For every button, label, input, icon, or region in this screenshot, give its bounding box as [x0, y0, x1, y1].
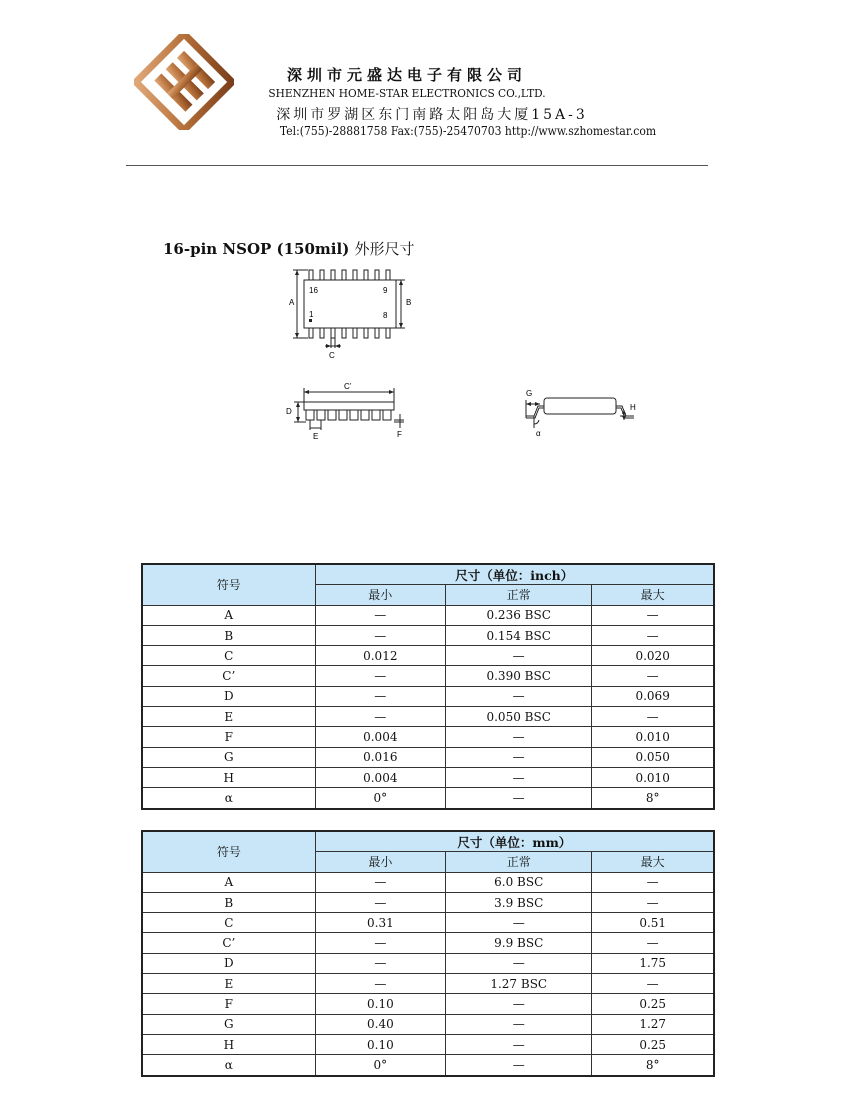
header-divider [126, 165, 708, 166]
min-cell: — [315, 933, 445, 953]
company-address: 深圳市罗湖区东门南路太阳岛大厦15A-3 [276, 107, 588, 123]
nom-cell: 1.27 BSC [446, 974, 592, 994]
symbol-cell: F [142, 727, 315, 747]
side-view-diagram [282, 380, 412, 442]
label-F: F [397, 430, 402, 439]
table-row [142, 1055, 714, 1076]
max-cell: 0.020 [592, 646, 714, 666]
min-cell: — [315, 605, 446, 625]
label-C-prime: C’ [344, 382, 352, 391]
nom-cell: 0.236 BSC [446, 605, 592, 625]
min-cell: — [315, 707, 446, 727]
nom-cell: — [446, 727, 592, 747]
table-row [142, 666, 714, 686]
min-cell: 0.012 [315, 646, 446, 666]
max-cell: — [592, 666, 714, 686]
symbol-cell: D [142, 686, 315, 706]
end-view-diagram [520, 386, 642, 440]
company-logo [134, 34, 234, 130]
label-E: E [313, 432, 319, 441]
nom-cell: — [446, 913, 592, 933]
max-cell: 0.25 [592, 994, 714, 1014]
max-cell: 1.27 [592, 1014, 714, 1034]
title-part: 16-pin NSOP (150mil) [163, 240, 355, 258]
table-row [142, 953, 714, 973]
col-min: 最小 [315, 852, 445, 872]
table-row [142, 605, 714, 625]
label-A: A [289, 298, 295, 307]
table-row [142, 913, 714, 933]
label-pin16: 16 [309, 286, 318, 295]
symbol-cell: α [142, 788, 315, 809]
symbol-cell: A [142, 872, 315, 892]
nom-cell: 0.050 BSC [446, 707, 592, 727]
max-cell: 0.25 [592, 1034, 714, 1054]
table-row [142, 1014, 714, 1034]
table-row [142, 747, 714, 767]
table-body [142, 872, 714, 1075]
table-row [142, 727, 714, 747]
company-name-en: SHENZHEN HOME-STAR ELECTRONICS CO.,LTD. [268, 86, 546, 100]
table-row [142, 1034, 714, 1054]
nom-cell: — [446, 1034, 592, 1054]
label-H: H [630, 403, 636, 412]
nom-cell: — [446, 747, 592, 767]
top-view-diagram [284, 266, 414, 360]
table-row [142, 767, 714, 787]
max-cell: 1.75 [592, 953, 714, 973]
min-cell: — [315, 892, 445, 912]
dimension-header: 尺寸（单位：mm） [315, 831, 714, 852]
symbol-cell: E [142, 974, 315, 994]
symbol-cell: C’ [142, 666, 315, 686]
symbol-cell: G [142, 1014, 315, 1034]
symbol-cell: C [142, 646, 315, 666]
dimension-table-inch [141, 563, 715, 810]
nom-cell: — [446, 767, 592, 787]
table-row [142, 646, 714, 666]
min-cell: — [315, 686, 446, 706]
max-cell: — [592, 933, 714, 953]
label-D: D [286, 407, 292, 416]
max-cell: — [592, 892, 714, 912]
nom-cell: 0.154 BSC [446, 625, 592, 645]
symbol-cell: α [142, 1055, 315, 1076]
max-cell: 0.050 [592, 747, 714, 767]
label-G: G [526, 389, 533, 398]
nom-cell: — [446, 646, 592, 666]
symbol-header: 符号 [142, 831, 315, 872]
min-cell: — [315, 625, 446, 645]
table-row [142, 994, 714, 1014]
col-max: 最大 [592, 852, 714, 872]
table-row [142, 872, 714, 892]
min-cell: 0° [315, 1055, 445, 1076]
nom-cell: — [446, 686, 592, 706]
table-body [142, 605, 714, 808]
symbol-cell: B [142, 892, 315, 912]
title-suffix: 外形尺寸 [354, 240, 415, 258]
label-pin1: 1 [309, 310, 314, 319]
symbol-cell: F [142, 994, 315, 1014]
min-cell: 0.31 [315, 913, 445, 933]
max-cell: 8° [592, 788, 714, 809]
max-cell: — [592, 707, 714, 727]
bottom-pins [309, 328, 390, 338]
table-row [142, 707, 714, 727]
max-cell: 0.010 [592, 767, 714, 787]
dimension-table-mm [141, 830, 715, 1077]
label-C: C [329, 351, 335, 360]
min-cell: 0.40 [315, 1014, 445, 1034]
table-row [142, 625, 714, 645]
nom-cell: — [446, 1055, 592, 1076]
max-cell: 0.51 [592, 913, 714, 933]
table-row [142, 686, 714, 706]
nom-cell: 0.390 BSC [446, 666, 592, 686]
max-cell: — [592, 625, 714, 645]
symbol-cell: D [142, 953, 315, 973]
label-pin8: 8 [383, 311, 388, 320]
label-B: B [406, 298, 412, 307]
symbol-cell: H [142, 1034, 315, 1054]
min-cell: 0° [315, 788, 446, 809]
min-cell: 0.016 [315, 747, 446, 767]
max-cell: 0.010 [592, 727, 714, 747]
min-cell: 0.10 [315, 994, 445, 1014]
label-pin9: 9 [383, 286, 388, 295]
col-min: 最小 [315, 585, 446, 605]
symbol-cell: C [142, 913, 315, 933]
max-cell: — [592, 605, 714, 625]
symbol-cell: H [142, 767, 315, 787]
max-cell: — [592, 872, 714, 892]
table-row [142, 892, 714, 912]
company-name-cn: 深圳市元盛达电子有限公司 [286, 66, 527, 84]
nom-cell: 9.9 BSC [446, 933, 592, 953]
symbol-cell: G [142, 747, 315, 767]
max-cell: 0.069 [592, 686, 714, 706]
symbol-header: 符号 [142, 564, 315, 605]
table-row [142, 788, 714, 809]
symbol-cell: C’ [142, 933, 315, 953]
min-cell: 0.10 [315, 1034, 445, 1054]
min-cell: 0.004 [315, 727, 446, 747]
min-cell: — [315, 666, 446, 686]
col-nom: 正常 [446, 585, 592, 605]
min-cell: — [315, 953, 445, 973]
col-nom: 正常 [446, 852, 592, 872]
max-cell: — [592, 974, 714, 994]
nom-cell: — [446, 953, 592, 973]
col-max: 最大 [592, 585, 714, 605]
nom-cell: 6.0 BSC [446, 872, 592, 892]
nom-cell: — [446, 1014, 592, 1034]
nom-cell: 3.9 BSC [446, 892, 592, 912]
nom-cell: — [446, 788, 592, 809]
dimension-header: 尺寸（单位：inch） [315, 564, 714, 585]
table-row [142, 974, 714, 994]
min-cell: 0.004 [315, 767, 446, 787]
nom-cell: — [446, 994, 592, 1014]
symbol-cell: B [142, 625, 315, 645]
top-pins [309, 270, 390, 280]
table-row [142, 933, 714, 953]
label-alpha: α [536, 429, 541, 438]
page-title [163, 238, 415, 259]
symbol-cell: E [142, 707, 315, 727]
max-cell: 8° [592, 1055, 714, 1076]
symbol-cell: A [142, 605, 315, 625]
min-cell: — [315, 974, 445, 994]
company-contact: Tel:(755)-28881758 Fax:(755)-25470703 http://www.szhomestar.com [279, 124, 657, 138]
min-cell: — [315, 872, 445, 892]
